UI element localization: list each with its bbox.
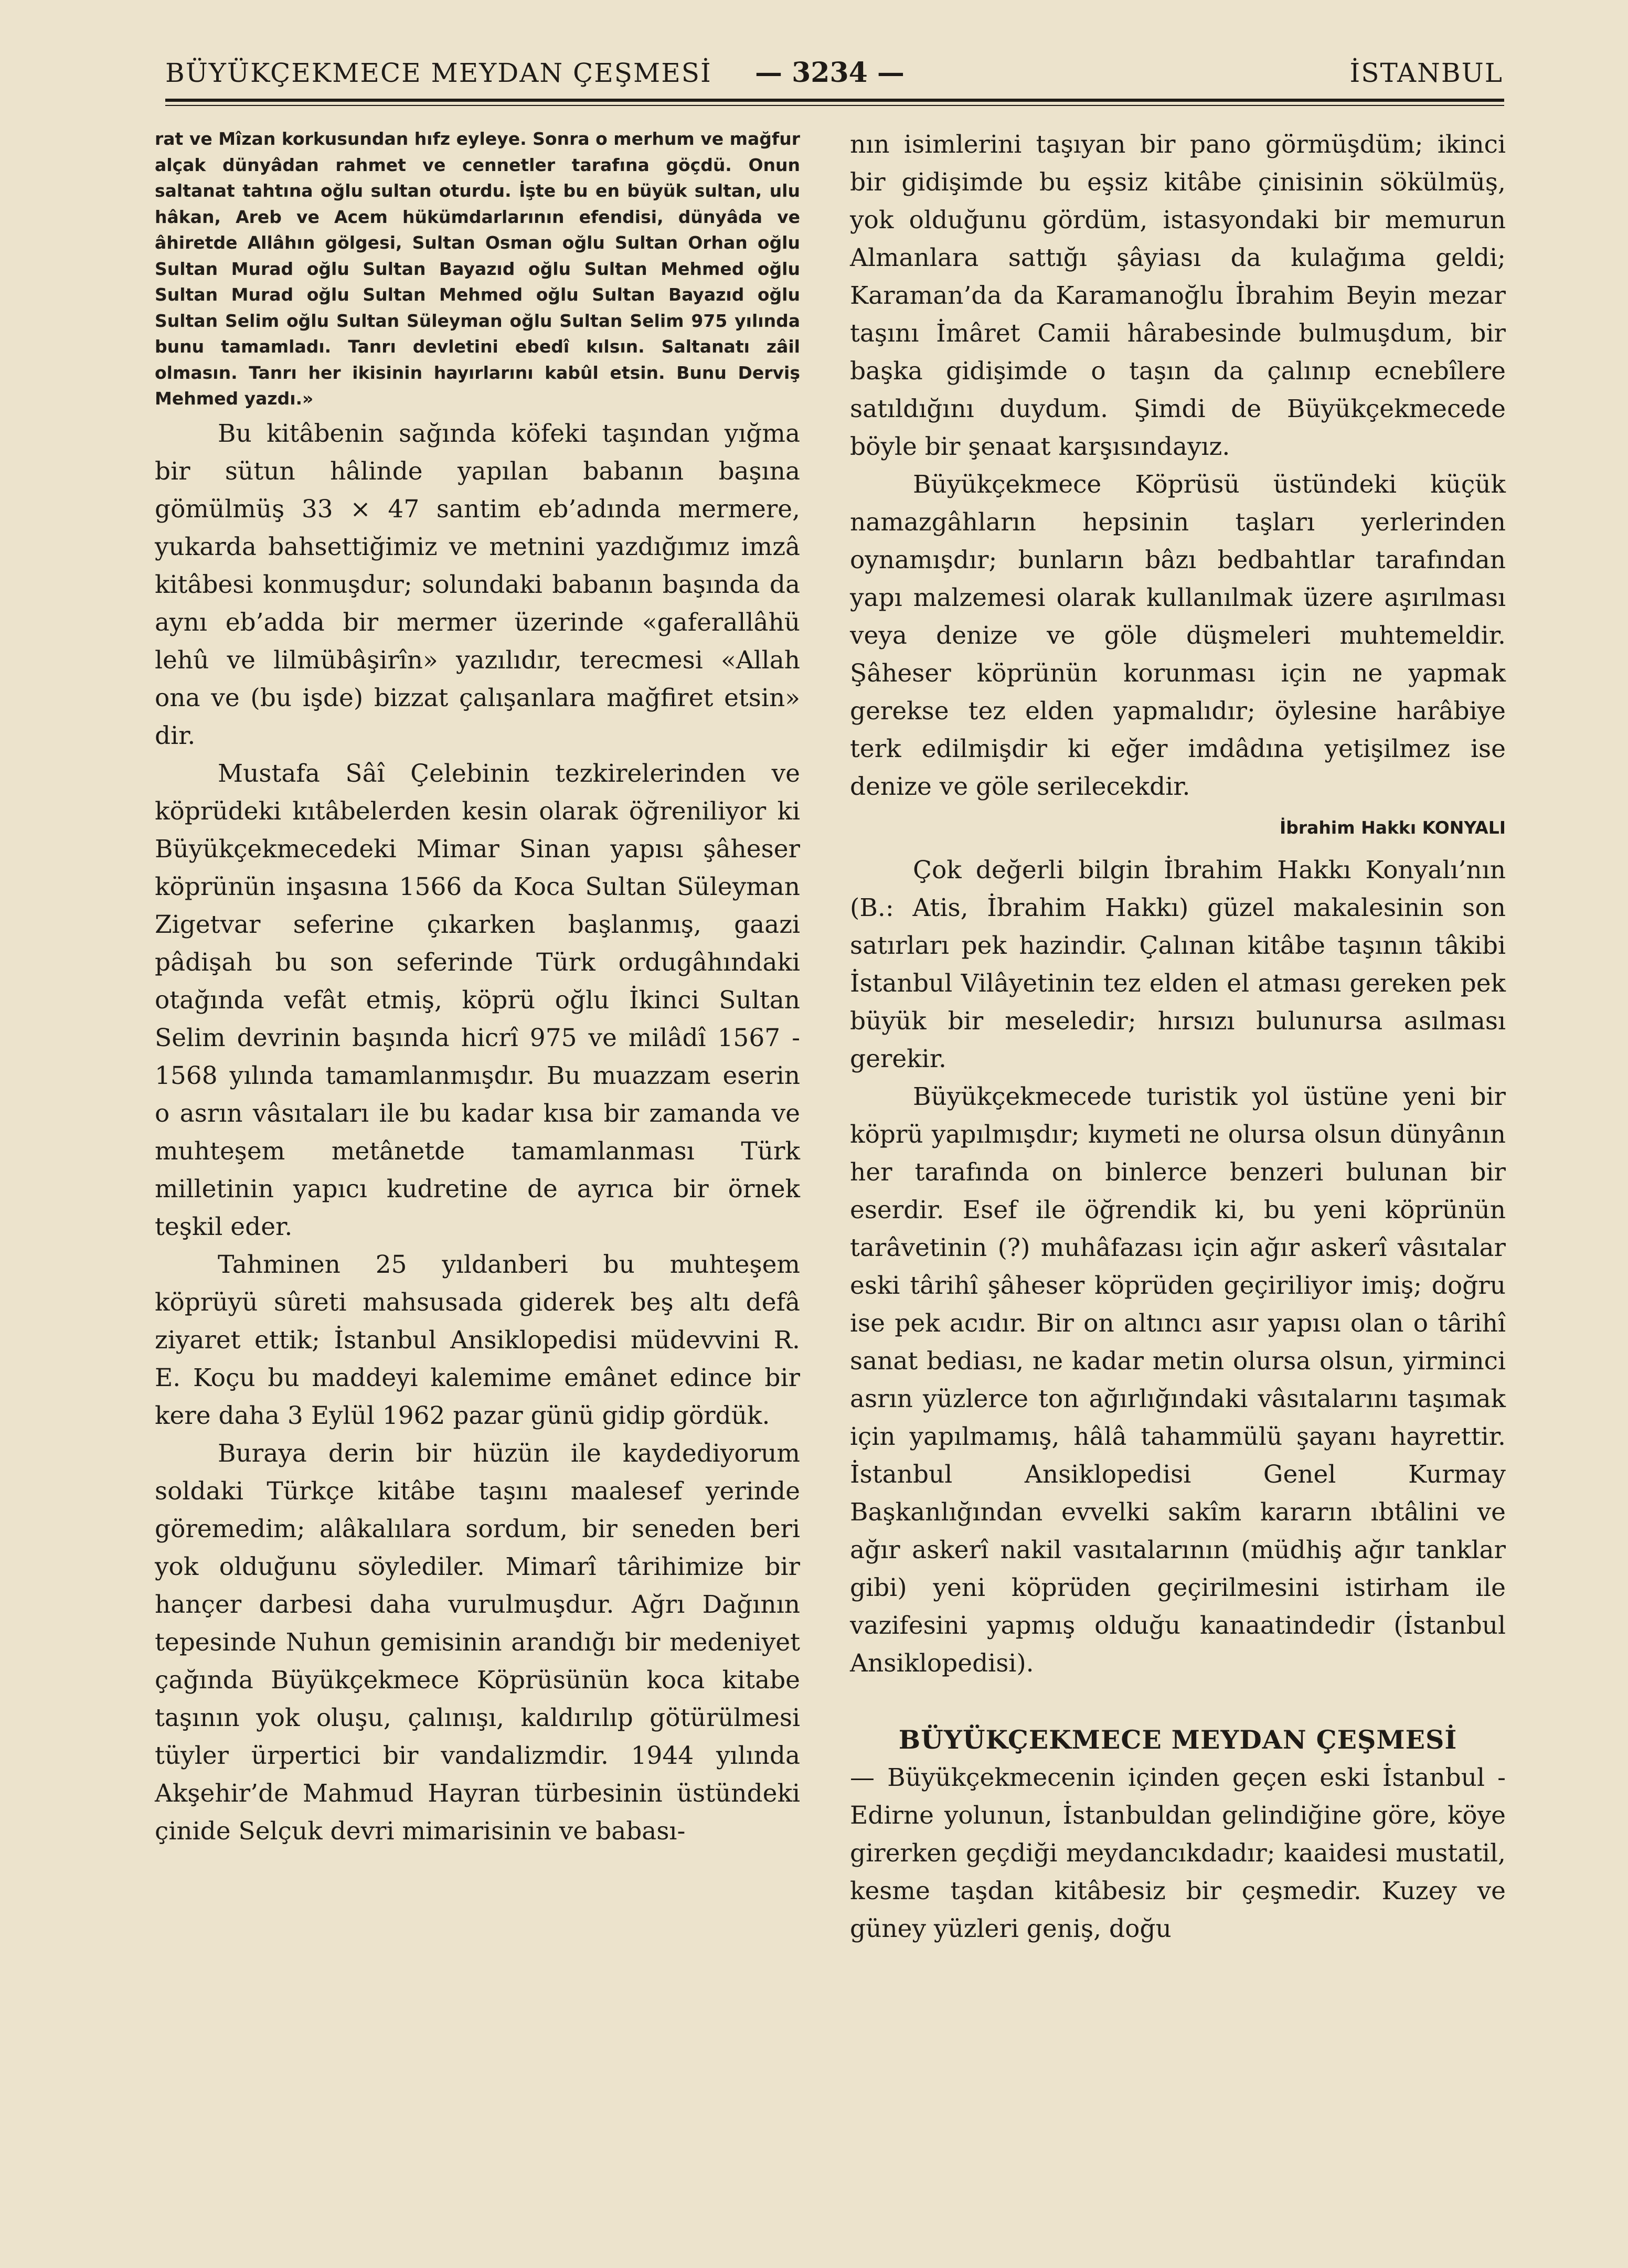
paragraph: nın isimlerini taşıyan bir pano görmüşdüm; ikinci bir gidişimde bu eşsiz kitâbe çinisinin sökülmüş, yok olduğunu gördüm, istasyondaki bir memurun Almanlara sattığı şâyiası da kulağıma geldi; Karaman’da da Karamanoğlu İbrahim Beyin mezar taşını İmâret Camii hârabesinde bulmuşdum, bir başka gidişimde o taşın da çalınıp ecnebîlere satıldığını duydum. Şimdi de Büyükçekmecede böyle bir şenaat karşısındayız. (850, 130, 1506, 461)
inscription-translation: rat ve Mîzan korkusundan hıfz eyleye. Sonra o merhum ve mağfur alçak dünyâdan rahmet ve cennetler tarafına göçdü. Onun saltanat tahtına oğlu sultan oturdu. İşte bu en büyük sultan, ulu hâkan, Areb ve Acem hükümdarlarının efendisi, dünyâda ve âhiretde Allâhın gölgesi, Sultan Osman oğlu Sultan Orhan oğlu Sultan Murad oğlu Sultan Bayazıd oğlu Sultan Mehmed oğlu Sultan Murad oğlu Sultan Mehmed oğlu Sultan Bayazıd oğlu Sultan Selim oğlu Sultan Süleyman oğlu Sultan Selim 975 yılında bunu tamamladı. Tanrı devletini ebedî kılsın. Saltanatı zâil olmasın. Tanrı her ikisinin hayırlarını kabûl etsin. Bunu Derviş Mehmed yazdı.» (155, 129, 800, 409)
header-rule-thick (165, 99, 1504, 102)
paragraph: — Büyükçekmecenin içinden geçen eski İstanbul - Edirne yolunun, İstanbuldan gelindiğine göre, köye girerken geçdiği meydancıkdadır; kaaidesi mustatil, kesme taşdan kitâbesiz bir çeşmedir. Kuzey ve güney yüzleri geniş, doğu (850, 1763, 1506, 1943)
paragraph: Büyükçekmece Köprüsü üstündeki küçük namazgâhların hepsinin taşları yerlerinden oynamışdır; bunların bâzı bedbahtlar tarafından yapı malzemesi olarak kullanılmak üzere aşırılması veya denize ve göle düşmeleri muhtemeldir. Şâheser köprünün korunması için ne yapmak gerekse tez elden yapmalıdır; öylesine harâbiye terk edilmişdir ki eğer imdâdına yetişilmez ise denize ve göle serilecekdir. (850, 470, 1506, 801)
header-rule-thin (165, 105, 1504, 106)
header-section-title: BÜYÜKÇEKMECE MEYDAN ÇEŞMESİ (165, 58, 712, 88)
paragraph: Tahminen 25 yıldanberi bu muhteşem köprüyü sûreti mahsusada giderek beş altı defâ ziyaret ettik; İstanbul Ansiklopedisi müdevvini R. E. Koçu bu maddeyi kalemime emânet edince bir kere daha 3 Eylül 1962 pazar günü gidip gördük. (155, 1250, 800, 1430)
left-column (155, 126, 800, 1850)
paragraph: Bu kitâbenin sağında köfeki taşından yığma bir sütun hâlinde yapılan babanın başına gömülmüş 33 × 47 santim eb’adında mermere, yukarda bahsettiğimiz ve metnini yazdığımız imzâ kitâbesi konmuşdur; solundaki babanın başında da aynı eb’adda bir mermer üzerinde «gaferallâhü lehû ve lilmübâşirîn» yazılıdır, terecmesi «Allah ona ve (bu işde) bizzat çalışanlara mağfiret etsin» dir. (155, 419, 800, 750)
header-volume-title: İSTANBUL (1349, 58, 1503, 88)
paragraph: Mustafa Sâî Çelebinin tezkirelerinden ve köprüdeki kıtâbelerden kesin olarak öğreniliyor ki Büyükçekmecedeki Mimar Sinan yapısı şâheser köprünün inşasına 1566 da Koca Sultan Süleyman Zigetvar seferine çıkarken başlanmış, gaazi pâdişah bu son seferinde Türk ordugâhındaki otağında vefât etmiş, köprü oğlu İkinci Sultan Selim devrinin başında hicrî 975 ve milâdî 1567 - 1568 yılında tamamlanmışdır. Bu muazzam eserin o asrın vâsıtaları ile bu kadar kısa bir zamanda ve muhteşem metânetde tamamlanması Türk milletinin yapıcı kudretine de ayrıca bir örnek teşkil eder. (155, 759, 800, 1241)
page-number: — 3234 — (755, 57, 905, 89)
running-header (165, 52, 1503, 94)
paragraph: Büyükçekmecede turistik yol üstüne yeni bir köprü yapılmışdır; kıymeti ne olursa olsun dünyânın her tarafında on binlerce benzeri bulunan bir eserdir. Esef ile öğrendik ki, bu yeni köprünün tarâvetinin (?) muhâfazası için ağır askerî vâsıtalar eski târihî şâheser köprüden geçiriliyor imiş; doğru ise pek acıdır. Bir on altıncı asır yapısı olan o târihî sanat bediası, ne kadar metin olursa olsun, yirminci asrın yüzlerce ton ağırlığındaki vâsıtalarını taşımak için yapılmamış, hâlâ tahammülü şayanı hayrettir. İstanbul Ansiklopedisi Genel Kurmay Başkanlığından evvelki sakîm kararın ıbtâlini ve ağır askerî nakil vasıtalarının (müdhiş ağır tanklar gibi) yeni köprüden geçirilmesini istirham ile vazifesini yapmış olduğu kanaatindedir (İstanbul Ansiklopedisi). (850, 1082, 1506, 1678)
section-heading: BÜYÜKÇEKMECE MEYDAN ÇEŞMESİ (898, 1724, 1457, 1755)
paragraph: Çok değerli bilgin İbrahim Hakkı Konyalı’nın (B.: Atis, İbrahim Hakkı) güzel makalesinin son satırları pek hazindir. Çalınan kitâbe taşının tâkibi İstanbul Vilâyetinin tez elden el atması gereken pek büyük bir meseledir; hırsızı bulunursa asılması gerekir. (850, 856, 1506, 1073)
paragraph: Buraya derin bir hüzün ile kaydediyorum soldaki Türkçe kitâbe taşını maalesef yerinde göremedim; alâkalılara sordum, bir seneden beri yok olduğunu söylediler. Mimarî târihimize bir hançer darbesi daha vurulmuşdur. Ağrı Dağının tepesinde Nuhun gemisinin arandığı bir medeniyet çağında Büyükçekmece Köprüsünün koca kitabe taşının yok oluşu, çalınışı, kaldırılıp götürülmesi tüyler ürpertici bir vandalizmdir. 1944 yılında Akşehir’de Mahmud Hayran türbesinin üstündeki çinide Selçuk devri mimarisinin ve babası- (155, 1439, 800, 1846)
author-signature: İbrahim Hakkı KONYALI (1279, 817, 1506, 838)
right-column (850, 126, 1506, 1948)
